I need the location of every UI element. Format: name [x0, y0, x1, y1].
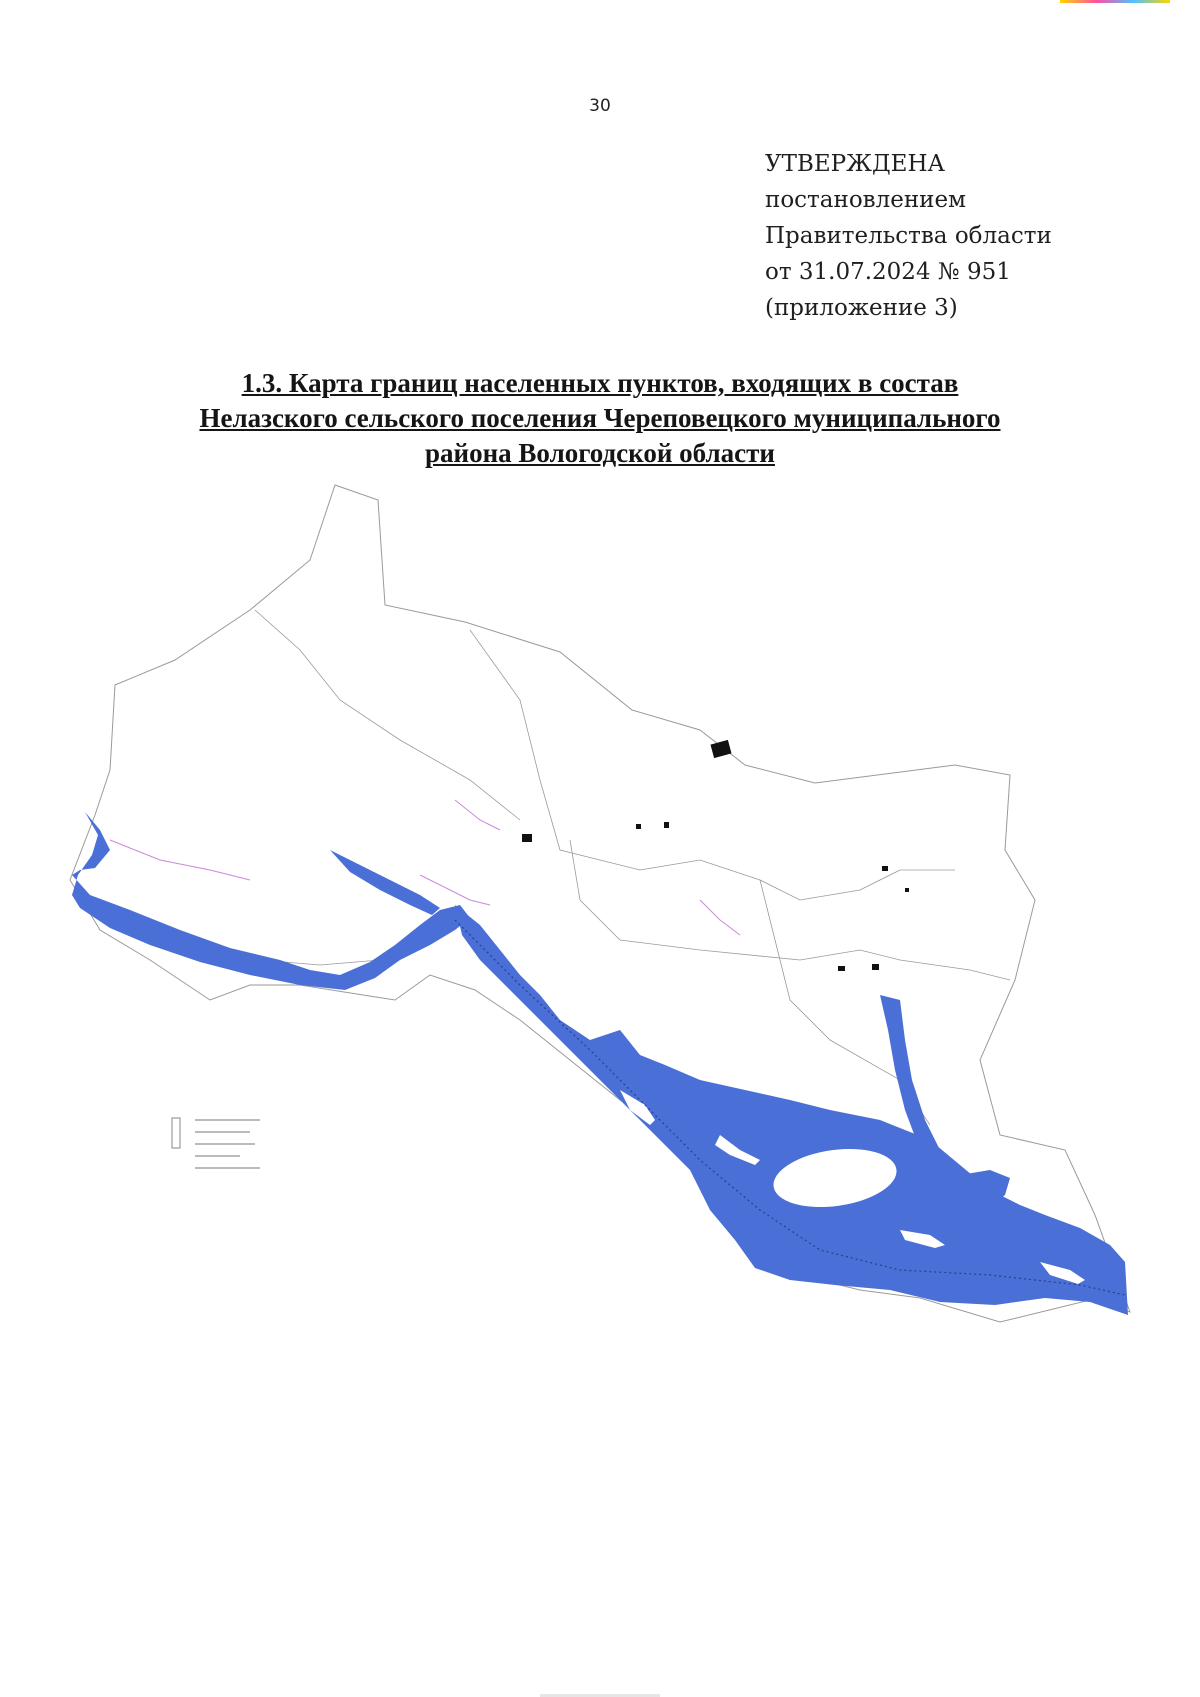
settlement-center-3: [664, 822, 669, 828]
roads: [110, 800, 740, 935]
approval-line-authority: Правительства области: [765, 223, 1052, 249]
settlement-east-4: [905, 888, 909, 892]
page-number: 30: [589, 96, 611, 116]
approval-line-date-number: от 31.07.2024 № 951: [765, 259, 1011, 285]
title-line-3: района Вологодской области: [425, 438, 775, 468]
settlement-north: [710, 740, 731, 758]
settlements: [522, 740, 909, 971]
title-line-1: 1.3. Карта границ населенных пунктов, входящих в состав: [241, 368, 959, 398]
approval-line-appendix: (приложение 3): [765, 295, 958, 321]
scan-mark-top-right: [1060, 0, 1170, 3]
river-branch: [330, 850, 440, 915]
reservoir-central: [455, 905, 1128, 1315]
settlement-east-1: [838, 966, 845, 971]
legend-mark: [172, 1118, 180, 1148]
title-line-2: Нелазского сельского поселения Череповецкого муниципального: [199, 403, 1001, 433]
settlement-east-3: [882, 866, 888, 871]
settlement-center-2: [636, 824, 641, 829]
water-bodies: [72, 812, 1128, 1315]
approval-line-act: постановлением: [765, 187, 967, 213]
settlement-east-2: [872, 964, 879, 970]
settlement-center-1: [522, 834, 532, 842]
approval-line-status: УТВЕРЖДЕНА: [765, 151, 945, 177]
map-legend: [172, 1118, 260, 1168]
